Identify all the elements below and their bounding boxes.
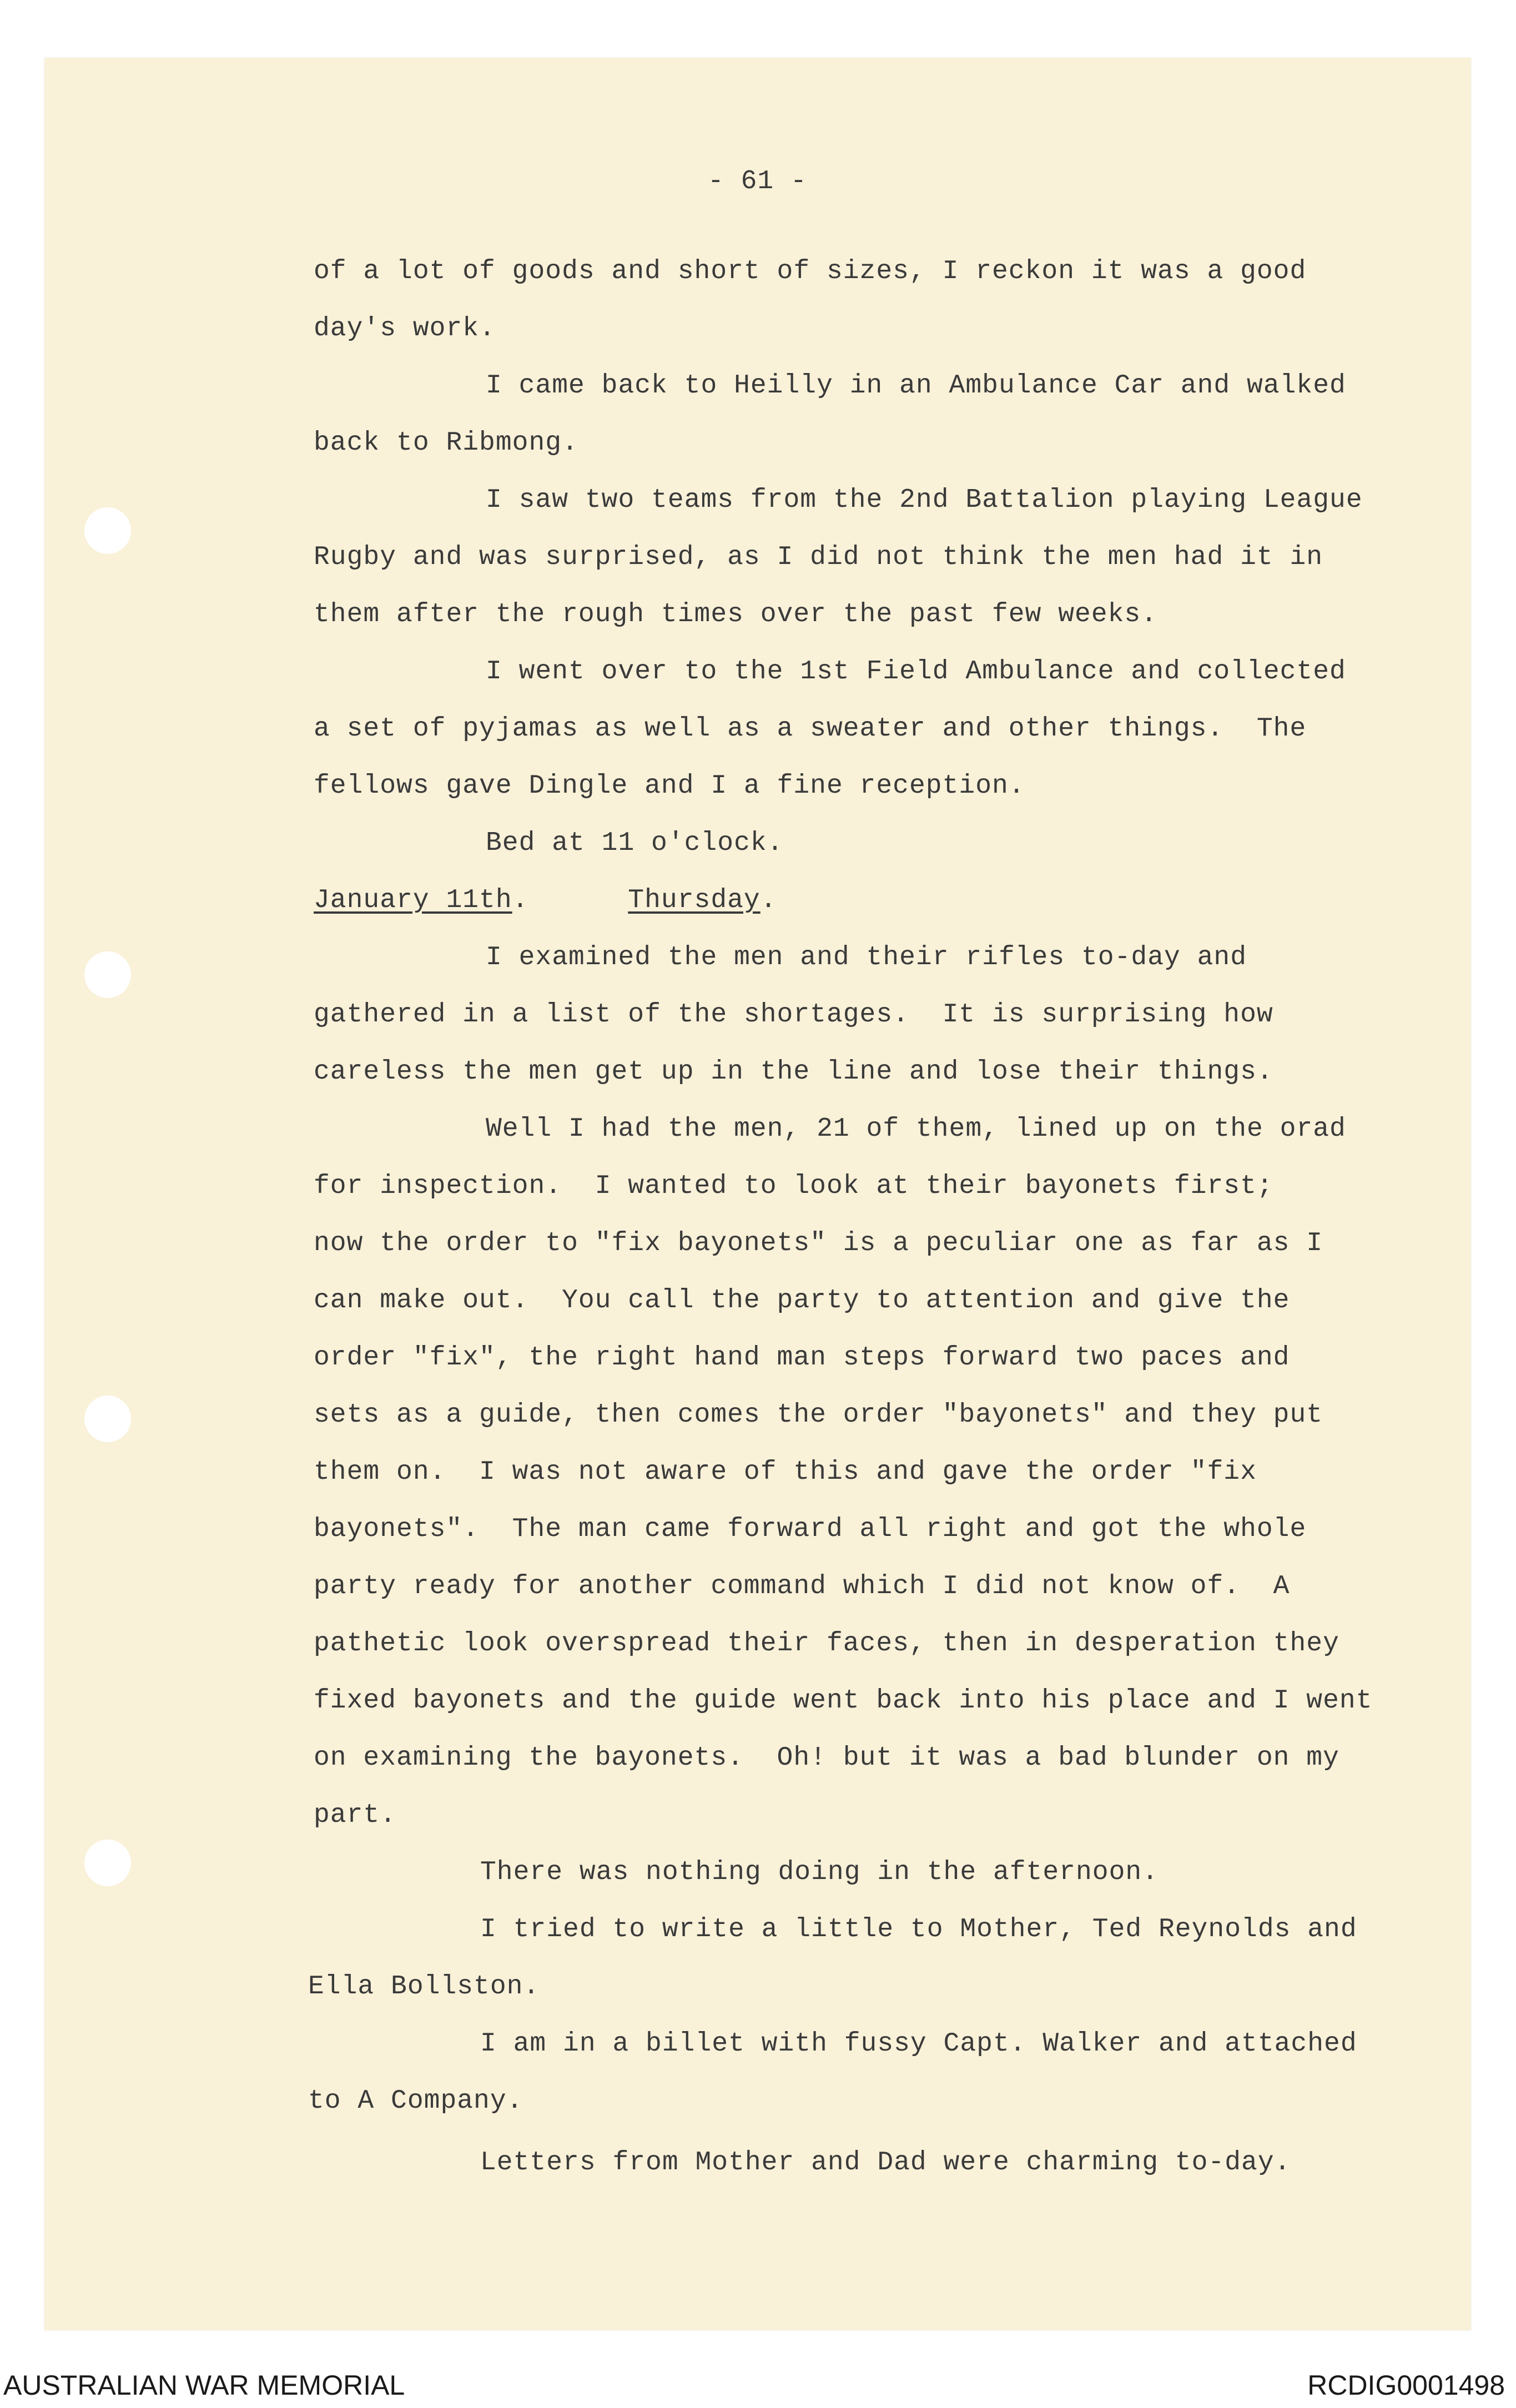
- date-heading-date: January 11th: [314, 885, 512, 915]
- text-line: Well I had the men, 21 of them, lined up on the orad: [486, 1114, 1346, 1144]
- text-line: I examined the men and their rifles to-day and: [486, 943, 1247, 973]
- text-line: Letters from Mother and Dad were charming to-day.: [480, 2148, 1291, 2178]
- text-line: There was nothing doing in the afternoon.: [480, 1857, 1159, 1887]
- text-line: part.: [314, 1800, 397, 1830]
- footer-institution: AUSTRALIAN WAR MEMORIAL: [3, 2370, 405, 2401]
- text-line: now the order to "fix bayonets" is a peculiar one as far as I: [314, 1228, 1323, 1258]
- text-line: fixed bayonets and the guide went back into his place and I went: [314, 1686, 1373, 1716]
- text-line: back to Ribmong.: [314, 428, 578, 458]
- text-line: Ella Bollston.: [308, 1972, 540, 2002]
- text-line: them after the rough times over the past few weeks.: [314, 600, 1158, 629]
- text-line: a set of pyjamas as well as a sweater and other things. The: [314, 714, 1307, 744]
- text-line: I saw two teams from the 2nd Battalion playing League: [486, 485, 1363, 515]
- text-line: on examining the bayonets. Oh! but it was a bad blunder on my: [314, 1743, 1339, 1773]
- date-heading-day: Thursday: [628, 885, 760, 915]
- text-line: fellows gave Dingle and I a fine reception.: [314, 771, 1025, 801]
- text-line: of a lot of goods and short of sizes, I reckon it was a good: [314, 256, 1307, 286]
- text-line: party ready for another command which I did not know of. A: [314, 1571, 1290, 1601]
- text-line: bayonets". The man came forward all right and got the whole: [314, 1514, 1307, 1544]
- punch-hole: [84, 507, 131, 554]
- text-line: I went over to the 1st Field Ambulance and collected: [486, 657, 1346, 687]
- text-line: Bed at 11 o'clock.: [486, 828, 784, 858]
- text-line: pathetic look overspread their faces, then in desperation they: [314, 1629, 1339, 1659]
- text-line: I came back to Heilly in an Ambulance Car and walked: [486, 371, 1346, 401]
- punch-hole: [84, 1396, 131, 1442]
- text-line: them on. I was not aware of this and gave the order "fix: [314, 1457, 1257, 1487]
- text-line: to A Company.: [308, 2086, 523, 2116]
- text-line: gathered in a list of the shortages. It is surprising how: [314, 1000, 1273, 1030]
- text-line: can make out. You call the party to attention and give the: [314, 1286, 1290, 1316]
- text-line: I tried to write a little to Mother, Ted Reynolds and: [480, 1915, 1357, 1944]
- text-line: I am in a billet with fussy Capt. Walker and attached: [480, 2029, 1357, 2059]
- text-line: sets as a guide, then comes the order "bayonets" and they put: [314, 1400, 1323, 1430]
- page-number: - 61 -: [708, 167, 807, 197]
- punch-hole: [84, 951, 131, 998]
- text-line: Rugby and was surprised, as I did not think the men had it in: [314, 542, 1323, 572]
- text-line: careless the men get up in the line and lose their things.: [314, 1057, 1273, 1087]
- text-line: order "fix", the right hand man steps forward two paces and: [314, 1343, 1290, 1373]
- text-line: day's work.: [314, 314, 496, 344]
- text-line: for inspection. I wanted to look at their bayonets first;: [314, 1171, 1273, 1201]
- punch-hole: [84, 1840, 131, 1886]
- footer-record-id: RCDIG0001498: [1307, 2370, 1505, 2401]
- date-heading: January 11th. Thursday.: [314, 885, 777, 915]
